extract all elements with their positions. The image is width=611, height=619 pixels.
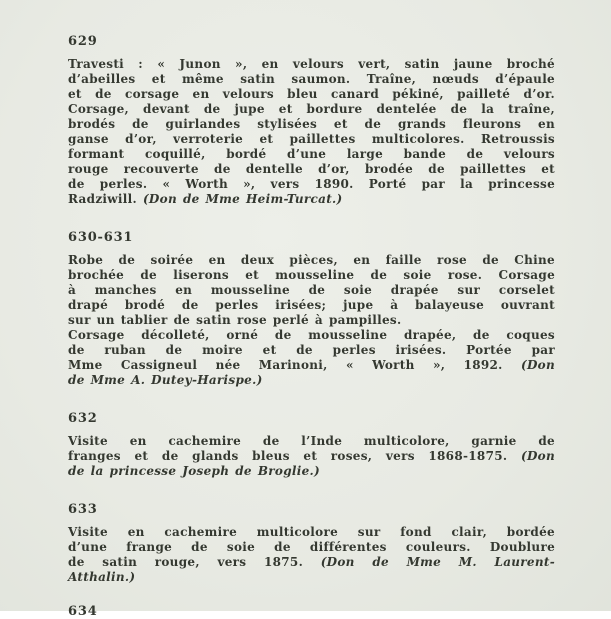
catalog-entry-629: [68, 35, 555, 207]
text-line: [68, 132, 555, 147]
text-line: [68, 328, 555, 343]
text-line: [68, 177, 555, 192]
text-line: [68, 434, 555, 449]
donor-credit-text: Atthalin.): [68, 570, 136, 584]
description-text: Robe de soirée en deux pièces, en faille rose de Chine: [68, 253, 555, 267]
text-line: [68, 540, 555, 555]
text-line: [68, 117, 555, 132]
donor-credit-text: (Don: [520, 449, 555, 463]
text-line: [68, 283, 555, 298]
entry-number: 633: [68, 502, 98, 517]
description-text: ganse d’or, verroterie et paillettes multicolores. Retroussis: [68, 132, 555, 146]
text-line: [68, 253, 555, 268]
entries: [68, 35, 555, 619]
description-text: brodés de guirlandes stylisées et de grands fleurons en: [68, 117, 555, 131]
text-line: [68, 464, 555, 479]
description-text: de satin rouge, vers 1875.: [68, 555, 321, 569]
catalog-entry-633: [68, 503, 555, 585]
description-text: Mme Cassigneul née Marinoni, « Worth », 1892.: [68, 358, 521, 372]
entry-description: [68, 525, 555, 585]
text-line: [68, 298, 555, 313]
text-line: [68, 555, 555, 570]
text-line: [68, 570, 555, 585]
description-text: rouge recouverte de dentelle d’or, brodée de paillettes et: [68, 162, 555, 176]
description-text: Visite en cachemire multicolore sur fond clair, bordée: [68, 525, 555, 539]
description-text: d’une frange de soie de différentes couleurs. Doublure: [68, 540, 555, 554]
entry-description: [68, 57, 555, 207]
description-text: et de corsage en velours bleu canard pékiné, pailleté d’or.: [68, 87, 555, 101]
catalog-entry-630-631: [68, 231, 555, 388]
catalog-entry-634: [68, 605, 555, 619]
text-line: [68, 268, 555, 283]
description-text: Visite en cachemire de l’Inde multicolore, garnie de: [68, 434, 555, 448]
description-text: franges et de glands bleus et roses, vers 1868-1875.: [68, 449, 521, 463]
entry-description: [68, 253, 555, 388]
entry-number: 630-631: [68, 230, 134, 245]
entry-number: 634: [68, 604, 98, 619]
donor-credit-text: (Don de Mme M. Laurent-: [320, 555, 555, 569]
description-text: sur un tablier de satin rose perlé à pampilles.: [68, 313, 402, 327]
description-text: Radziwill.: [68, 192, 143, 206]
text-line: [68, 87, 555, 102]
entry-number: 629: [68, 34, 98, 49]
entry-number: 632: [68, 411, 98, 426]
text-line: [68, 192, 555, 207]
description-text: de perles. « Worth », vers 1890. Porté par la princesse: [68, 177, 555, 191]
text-line: [68, 57, 555, 72]
text-line: [68, 373, 555, 388]
description-text: drapé brodé de perles irisées; jupe à balayeuse ouvrant: [68, 298, 555, 312]
description-text: brochée de liserons et mousseline de soie rose. Corsage: [68, 268, 555, 282]
text-line: [68, 72, 555, 87]
description-text: d’abeilles et même satin saumon. Traîne, nœuds d’épaule: [68, 72, 555, 86]
description-text: à manches en mousseline de soie drapée sur corselet: [68, 283, 555, 297]
description-text: Corsage décolleté, orné de mousseline drapée, de coques: [68, 328, 555, 342]
donor-credit-text: de la princesse Joseph de Broglie.): [68, 464, 321, 478]
description-text: de ruban de moire et de perles irisées. Portée par: [68, 343, 555, 357]
description-text: Corsage, devant de jupe et bordure dentelée de la traîne,: [68, 102, 555, 116]
entry-description: [68, 434, 555, 479]
text-line: [68, 449, 555, 464]
text-line: [68, 102, 555, 117]
donor-credit-text: de Mme A. Dutey-Harispe.): [68, 373, 263, 387]
text-line: [68, 525, 555, 540]
text-line: [68, 162, 555, 177]
description-text: Travesti : « Junon », en velours vert, satin jaune broché: [68, 57, 555, 71]
text-line: [68, 147, 555, 162]
text-line: [68, 358, 555, 373]
donor-credit-text: (Don: [520, 358, 555, 372]
catalog-entry-632: [68, 412, 555, 479]
text-line: [68, 343, 555, 358]
description-text: formant coquillé, bordé d’une large bande de velours: [68, 147, 555, 161]
donor-credit-text: (Don de Mme Heim-Turcat.): [142, 192, 343, 206]
text-line: [68, 313, 555, 328]
